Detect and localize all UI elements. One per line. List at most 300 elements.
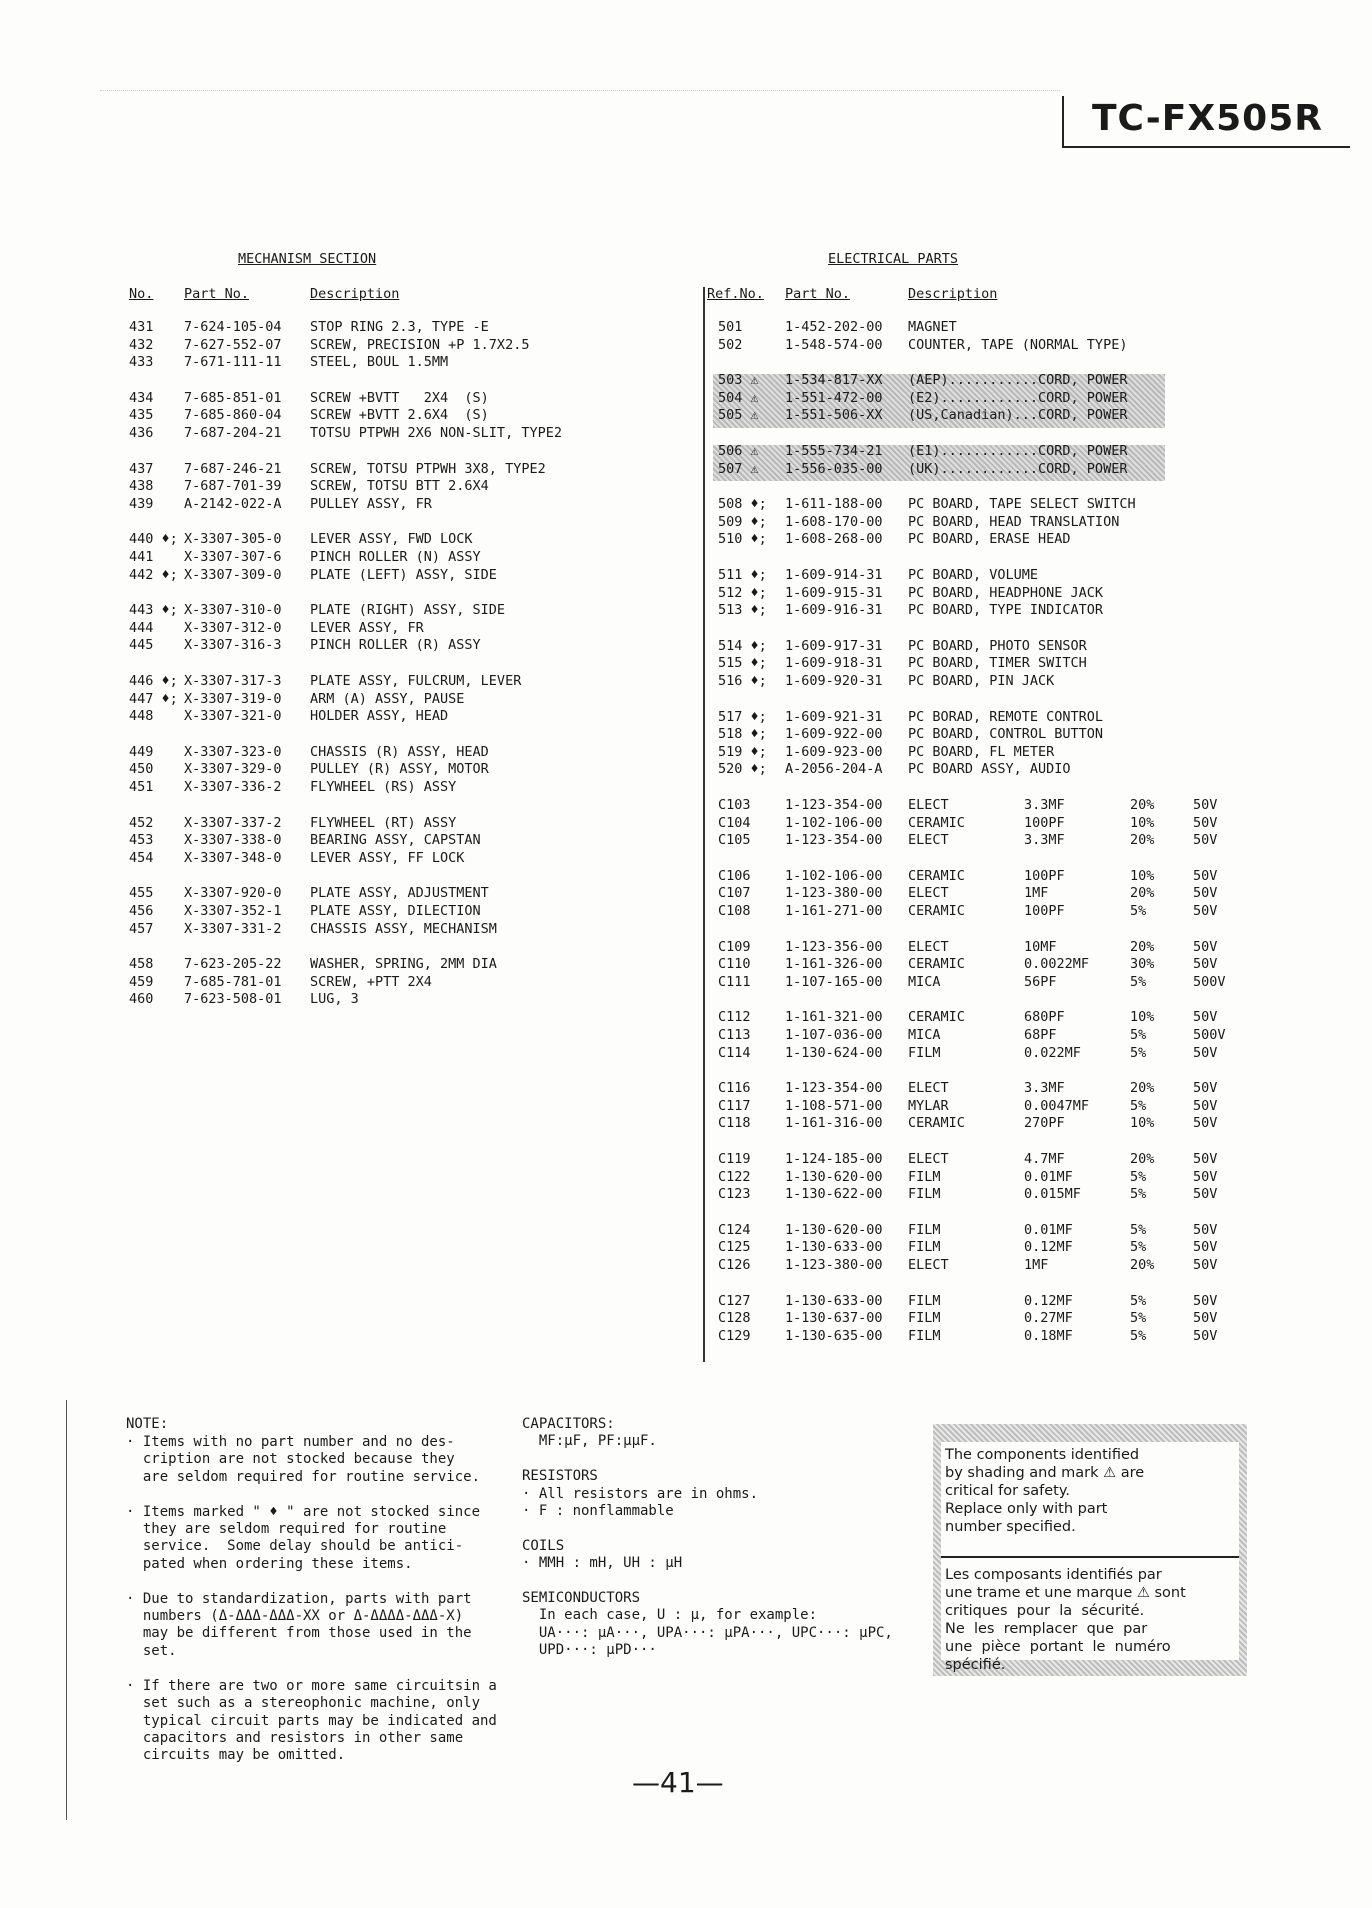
mech-row-no: 454 xyxy=(129,849,154,866)
mech-row-part: 7-685-860-04 xyxy=(184,407,282,424)
elec-row-voltage: 50V xyxy=(1193,814,1218,831)
elec-row-value: 0.01MF xyxy=(1024,1221,1073,1238)
mech-row-desc: CHASSIS ASSY, MECHANISM xyxy=(310,920,497,937)
elec-row-part: 1-534-817-XX xyxy=(785,372,883,389)
elec-row-tolerance: 10% xyxy=(1130,814,1155,831)
elec-row-part: 1-123-380-00 xyxy=(785,885,883,902)
mech-row-desc: TOTSU PTPWH 2X6 NON-SLIT, TYPE2 xyxy=(310,425,562,441)
elec-row-ref: 507 ⚠ xyxy=(718,460,759,477)
elec-row-part: 1-609-918-31 xyxy=(785,655,883,672)
elec-row-ref: C105 xyxy=(718,832,751,849)
elec-row-ref: 508 ♦; xyxy=(718,496,767,513)
units-legend: CAPACITORS: MF:μF, PF:μμF. RESISTORS · All resistors are in ohms. · F : nonflammable COILS · MMH : mH, UH : μH SEMICONDUCTORS In each case, U : μ, for example: UA···: μA···, UPA···: μPA···, UPC···: μPC, UPD···: μPD··· xyxy=(522,1416,893,1659)
elec-row-part: 1-130-633-00 xyxy=(785,1239,883,1256)
column-divider xyxy=(703,287,705,1362)
elec-row-voltage: 50V xyxy=(1193,797,1218,813)
elec-row-desc: (E1)............CORD, POWER xyxy=(908,443,1128,459)
mech-row-no: 440 ♦; xyxy=(129,531,178,548)
elec-row-value: 1MF xyxy=(1024,885,1049,902)
elec-row-desc: MICA xyxy=(908,1027,941,1043)
elec-row-ref: 509 ♦; xyxy=(718,513,767,530)
elec-row-part: 1-130-620-00 xyxy=(785,1168,883,1185)
elec-row-ref: C113 xyxy=(718,1027,751,1043)
mechanism-title: MECHANISM SECTION xyxy=(238,251,377,267)
elec-row-voltage: 50V xyxy=(1193,1186,1218,1203)
elec-row-ref: C124 xyxy=(718,1221,751,1238)
elec-row-desc: ELECT xyxy=(908,885,949,902)
mech-row-no: 437 xyxy=(129,460,154,477)
elec-row-ref: 514 ♦; xyxy=(718,637,767,654)
elec-row-value: 4.7MF xyxy=(1024,1151,1065,1167)
elec-row-part: 1-609-916-31 xyxy=(785,602,883,619)
mech-row-desc: BEARING ASSY, CAPSTAN xyxy=(310,832,481,849)
mech-row-part: X-3307-348-0 xyxy=(184,849,282,866)
mech-row-no: 442 ♦; xyxy=(129,566,178,583)
elec-row-voltage: 50V xyxy=(1193,1097,1218,1114)
elec-row-voltage: 50V xyxy=(1193,1044,1218,1061)
elec-row-desc: ELECT xyxy=(908,938,949,955)
mech-row-no: 447 ♦; xyxy=(129,690,178,707)
page-number: —41— xyxy=(632,1766,724,1799)
mech-row-no: 459 xyxy=(129,973,154,990)
elec-row-part: 1-609-923-00 xyxy=(785,743,883,760)
elec-row-desc: PC BOARD, PIN JACK xyxy=(908,673,1055,689)
mech-row-desc: PLATE ASSY, DILECTION xyxy=(310,903,481,919)
mech-row-part: X-3307-305-0 xyxy=(184,531,282,548)
elec-row-value: 270PF xyxy=(1024,1115,1065,1132)
elec-row-desc: FILM xyxy=(908,1044,941,1061)
mech-row-no: 435 xyxy=(129,407,154,424)
elec-row-desc: CERAMIC xyxy=(908,1009,965,1026)
elec-row-part: 1-611-188-00 xyxy=(785,496,883,513)
elec-row-voltage: 50V xyxy=(1193,1257,1218,1273)
elec-row-voltage: 500V xyxy=(1193,1027,1226,1043)
elec-row-part: 1-130-635-00 xyxy=(785,1327,883,1344)
elec-row-desc: PC BORAD, REMOTE CONTROL xyxy=(908,708,1104,725)
elec-row-part: 1-123-354-00 xyxy=(785,797,883,813)
elec-row-voltage: 50V xyxy=(1193,956,1218,973)
elec-row-tolerance: 5% xyxy=(1130,1168,1147,1185)
elec-row-part: 1-108-571-00 xyxy=(785,1097,883,1114)
mech-row-desc: LEVER ASSY, FWD LOCK xyxy=(310,531,473,548)
mech-row-no: 431 xyxy=(129,319,154,335)
elec-row-tolerance: 20% xyxy=(1130,1080,1155,1097)
elec-header-part: Part No. xyxy=(785,286,851,302)
elec-row-desc: COUNTER, TAPE (NORMAL TYPE) xyxy=(908,336,1128,353)
mech-row-part: 7-687-204-21 xyxy=(184,425,282,441)
elec-row-part: 1-161-316-00 xyxy=(785,1115,883,1132)
elec-row-ref: C128 xyxy=(718,1310,751,1327)
mech-row-part: X-3307-312-0 xyxy=(184,619,282,636)
elec-row-tolerance: 5% xyxy=(1130,1221,1147,1238)
elec-row-part: 1-107-036-00 xyxy=(785,1027,883,1043)
safety-french: Les composants identifiés par une trame et une marque ⚠ sont critiques pour la sécurité. Ne les remplacer que par une pièce portant le numéro spécifié. xyxy=(945,1567,1186,1673)
elec-row-tolerance: 5% xyxy=(1130,1239,1147,1256)
elec-row-tolerance: 5% xyxy=(1130,1292,1147,1309)
elec-row-ref: C117 xyxy=(718,1097,751,1114)
mech-row-desc: SCREW +BVTT 2X4 (S) xyxy=(310,389,489,406)
elec-row-value: 1MF xyxy=(1024,1257,1049,1273)
mech-row-desc: LUG, 3 xyxy=(310,991,359,1008)
mech-row-no: 452 xyxy=(129,814,154,831)
mech-row-desc: SCREW, PRECISION +P 1.7X2.5 xyxy=(310,336,530,353)
elec-row-tolerance: 5% xyxy=(1130,903,1147,919)
mech-row-desc: ARM (A) ASSY, PAUSE xyxy=(310,690,465,707)
elec-row-ref: C104 xyxy=(718,814,751,831)
elec-row-desc: PC BOARD, VOLUME xyxy=(908,567,1039,583)
mech-row-no: 458 xyxy=(129,956,154,973)
mech-row-part: X-3307-323-0 xyxy=(184,743,282,760)
note-heading: NOTE: xyxy=(126,1416,169,1432)
elec-row-ref: C114 xyxy=(718,1044,751,1061)
elec-row-tolerance: 20% xyxy=(1130,797,1155,813)
elec-row-desc: ELECT xyxy=(908,797,949,813)
mech-row-no: 446 ♦; xyxy=(129,673,178,689)
mech-row-no: 450 xyxy=(129,761,154,778)
elec-row-part: 1-548-574-00 xyxy=(785,336,883,353)
mech-row-desc: LEVER ASSY, FF LOCK xyxy=(310,849,465,866)
mech-row-no: 445 xyxy=(129,637,154,654)
elec-row-voltage: 50V xyxy=(1193,885,1218,902)
elec-row-ref: 515 ♦; xyxy=(718,655,767,672)
elec-row-ref: 501 xyxy=(718,319,743,335)
mech-row-part: X-3307-920-0 xyxy=(184,885,282,902)
elec-row-voltage: 50V xyxy=(1193,938,1218,955)
elec-row-desc: PC BOARD, HEADPHONE JACK xyxy=(908,584,1104,601)
mech-row-no: 449 xyxy=(129,743,154,760)
elec-row-voltage: 50V xyxy=(1193,1151,1218,1167)
elec-row-value: 3.3MF xyxy=(1024,832,1065,849)
elec-row-desc: (US,Canadian)...CORD, POWER xyxy=(908,407,1128,424)
mech-row-no: 448 xyxy=(129,708,154,725)
mech-row-desc: PLATE ASSY, ADJUSTMENT xyxy=(310,885,489,902)
elec-row-ref: 511 ♦; xyxy=(718,567,767,583)
elec-row-voltage: 50V xyxy=(1193,1310,1218,1327)
elec-row-ref: 520 ♦; xyxy=(718,761,767,778)
elec-row-part: 1-609-917-31 xyxy=(785,637,883,654)
scan-artifact xyxy=(100,90,1060,91)
mech-row-no: 441 xyxy=(129,549,154,565)
elec-row-part: 1-130-637-00 xyxy=(785,1310,883,1327)
mech-row-part: X-3307-309-0 xyxy=(184,566,282,583)
mech-row-no: 444 xyxy=(129,619,154,636)
elec-row-ref: 518 ♦; xyxy=(718,726,767,743)
mech-row-desc: CHASSIS (R) ASSY, HEAD xyxy=(310,743,489,760)
mech-row-no: 451 xyxy=(129,779,154,795)
elec-row-desc: FILM xyxy=(908,1221,941,1238)
mech-row-desc: SCREW, +PTT 2X4 xyxy=(310,973,432,990)
elec-row-ref: C116 xyxy=(718,1080,751,1097)
elec-row-voltage: 50V xyxy=(1193,1327,1218,1344)
elec-row-desc: FILM xyxy=(908,1239,941,1256)
mech-row-part: 7-687-246-21 xyxy=(184,460,282,477)
elec-row-value: 0.01MF xyxy=(1024,1168,1073,1185)
elec-row-value: 0.015MF xyxy=(1024,1186,1081,1203)
mech-row-no: 436 xyxy=(129,425,154,441)
elec-row-desc: FILM xyxy=(908,1310,941,1327)
elec-row-part: 1-123-380-00 xyxy=(785,1257,883,1273)
elec-row-ref: 502 xyxy=(718,336,743,353)
mech-row-part: X-3307-352-1 xyxy=(184,903,282,919)
elec-row-desc: CERAMIC xyxy=(908,903,965,919)
elec-row-tolerance: 5% xyxy=(1130,1310,1147,1327)
mech-row-no: 453 xyxy=(129,832,154,849)
mech-row-no: 457 xyxy=(129,920,154,937)
elec-row-desc: PC BOARD, TYPE INDICATOR xyxy=(908,602,1104,619)
mech-row-part: 7-685-781-01 xyxy=(184,973,282,990)
mech-row-desc: FLYWHEEL (RT) ASSY xyxy=(310,814,457,831)
mech-row-part: 7-671-111-11 xyxy=(184,354,282,371)
elec-row-part: 1-556-035-00 xyxy=(785,460,883,477)
mech-row-part: X-3307-317-3 xyxy=(184,673,282,689)
elec-row-tolerance: 10% xyxy=(1130,867,1155,884)
elec-row-desc: ELECT xyxy=(908,1151,949,1167)
mech-row-no: 455 xyxy=(129,885,154,902)
mech-row-no: 456 xyxy=(129,903,154,919)
elec-row-part: 1-161-321-00 xyxy=(785,1009,883,1026)
mech-row-part: X-3307-338-0 xyxy=(184,832,282,849)
elec-row-part: 1-608-268-00 xyxy=(785,531,883,548)
mech-row-part: X-3307-337-2 xyxy=(184,814,282,831)
elec-header-desc: Description xyxy=(908,286,998,302)
elec-row-desc: FILM xyxy=(908,1186,941,1203)
elec-row-ref: C106 xyxy=(718,867,751,884)
mech-row-part: 7-623-508-01 xyxy=(184,991,282,1008)
elec-row-tolerance: 5% xyxy=(1130,1327,1147,1344)
mech-row-part: X-3307-319-0 xyxy=(184,690,282,707)
elec-row-voltage: 50V xyxy=(1193,1115,1218,1132)
electrical-title: ELECTRICAL PARTS xyxy=(828,251,959,267)
mech-row-part: X-3307-316-3 xyxy=(184,637,282,654)
elec-row-ref: C119 xyxy=(718,1151,751,1167)
elec-row-tolerance: 20% xyxy=(1130,832,1155,849)
elec-row-part: 1-130-624-00 xyxy=(785,1044,883,1061)
safety-separator xyxy=(941,1556,1239,1558)
elec-row-ref: C111 xyxy=(718,973,751,990)
elec-row-ref: C108 xyxy=(718,903,751,919)
elec-row-ref: C103 xyxy=(718,797,751,813)
elec-row-desc: CERAMIC xyxy=(908,867,965,884)
elec-row-desc: PC BOARD ASSY, AUDIO xyxy=(908,761,1071,778)
elec-row-desc: (AEP)...........CORD, POWER xyxy=(908,372,1128,389)
mech-row-desc: STOP RING 2.3, TYPE -E xyxy=(310,319,489,335)
elec-row-ref: C129 xyxy=(718,1327,751,1344)
safety-notice xyxy=(933,1424,1247,1676)
elec-row-ref: 504 ⚠ xyxy=(718,389,759,406)
elec-row-part: 1-609-914-31 xyxy=(785,567,883,583)
elec-row-tolerance: 30% xyxy=(1130,956,1155,973)
elec-row-part: 1-123-354-00 xyxy=(785,1080,883,1097)
mech-row-no: 438 xyxy=(129,478,154,495)
elec-row-part: 1-130-622-00 xyxy=(785,1186,883,1203)
elec-row-ref: C126 xyxy=(718,1257,751,1273)
mech-row-desc: LEVER ASSY, FR xyxy=(310,619,424,636)
mech-row-desc: SCREW, TOTSU BTT 2.6X4 xyxy=(310,478,489,495)
elec-row-tolerance: 5% xyxy=(1130,973,1147,990)
mech-row-part: 7-685-851-01 xyxy=(184,389,282,406)
elec-row-part: A-2056-204-A xyxy=(785,761,883,778)
elec-row-voltage: 50V xyxy=(1193,1221,1218,1238)
elec-row-part: 1-107-165-00 xyxy=(785,973,883,990)
mech-row-part: A-2142-022-A xyxy=(184,495,282,512)
elec-row-tolerance: 5% xyxy=(1130,1186,1147,1203)
elec-row-value: 3.3MF xyxy=(1024,1080,1065,1097)
mech-row-part: X-3307-307-6 xyxy=(184,549,282,565)
elec-row-desc: ELECT xyxy=(908,832,949,849)
elec-row-desc: MAGNET xyxy=(908,319,957,335)
elec-row-ref: C125 xyxy=(718,1239,751,1256)
mech-header-desc: Description xyxy=(310,286,400,302)
elec-row-desc: PC BOARD, TIMER SWITCH xyxy=(908,655,1087,672)
elec-row-desc: (UK)............CORD, POWER xyxy=(908,460,1128,477)
elec-row-ref: 506 ⚠ xyxy=(718,443,759,459)
elec-row-voltage: 50V xyxy=(1193,1080,1218,1097)
mech-row-desc: PLATE (LEFT) ASSY, SIDE xyxy=(310,566,497,583)
mech-row-desc: SCREW, TOTSU PTPWH 3X8, TYPE2 xyxy=(310,460,546,477)
elec-row-ref: 519 ♦; xyxy=(718,743,767,760)
elec-row-desc: FILM xyxy=(908,1168,941,1185)
elec-row-part: 1-609-921-31 xyxy=(785,708,883,725)
elec-row-voltage: 50V xyxy=(1193,832,1218,849)
elec-row-desc: PC BOARD, ERASE HEAD xyxy=(908,531,1071,548)
elec-row-ref: C110 xyxy=(718,956,751,973)
mech-row-part: 7-687-701-39 xyxy=(184,478,282,495)
elec-row-value: 100PF xyxy=(1024,903,1065,919)
elec-row-desc: ELECT xyxy=(908,1080,949,1097)
mech-row-no: 439 xyxy=(129,495,154,512)
mech-row-desc: PLATE ASSY, FULCRUM, LEVER xyxy=(310,673,522,689)
elec-row-value: 100PF xyxy=(1024,814,1065,831)
elec-row-tolerance: 10% xyxy=(1130,1009,1155,1026)
elec-row-ref: 512 ♦; xyxy=(718,584,767,601)
elec-row-part: 1-102-106-00 xyxy=(785,814,883,831)
safety-notice-inner xyxy=(941,1442,1239,1673)
mech-row-desc: HOLDER ASSY, HEAD xyxy=(310,708,449,725)
mech-row-part: X-3307-310-0 xyxy=(184,602,282,619)
elec-row-part: 1-608-170-00 xyxy=(785,513,883,530)
elec-row-part: 1-609-922-00 xyxy=(785,726,883,743)
elec-row-part: 1-102-106-00 xyxy=(785,867,883,884)
elec-row-desc: PC BOARD, CONTROL BUTTON xyxy=(908,726,1104,743)
elec-row-tolerance: 5% xyxy=(1130,1027,1147,1043)
elec-row-value: 680PF xyxy=(1024,1009,1065,1026)
elec-row-part: 1-551-506-XX xyxy=(785,407,883,424)
mech-row-no: 460 xyxy=(129,991,154,1008)
elec-row-desc: CERAMIC xyxy=(908,814,965,831)
mech-row-part: 7-623-205-22 xyxy=(184,956,282,973)
elec-row-desc: (E2)............CORD, POWER xyxy=(908,389,1128,406)
elec-row-value: 68PF xyxy=(1024,1027,1057,1043)
elec-row-desc: FILM xyxy=(908,1292,941,1309)
elec-row-ref: C107 xyxy=(718,885,751,902)
elec-row-voltage: 50V xyxy=(1193,1168,1218,1185)
elec-row-value: 0.12MF xyxy=(1024,1239,1073,1256)
elec-row-part: 1-123-356-00 xyxy=(785,938,883,955)
scan-margin-line xyxy=(66,1400,67,1820)
elec-row-ref: C123 xyxy=(718,1186,751,1203)
elec-row-ref: 505 ⚠ xyxy=(718,407,759,424)
elec-row-desc: MICA xyxy=(908,973,941,990)
elec-row-voltage: 500V xyxy=(1193,973,1226,990)
mech-row-desc: PULLEY ASSY, FR xyxy=(310,495,432,512)
elec-row-part: 1-161-271-00 xyxy=(785,903,883,919)
elec-row-tolerance: 5% xyxy=(1130,1097,1147,1114)
mech-row-part: X-3307-329-0 xyxy=(184,761,282,778)
elec-row-value: 0.0022MF xyxy=(1024,956,1090,973)
elec-row-voltage: 50V xyxy=(1193,1009,1218,1026)
elec-row-tolerance: 10% xyxy=(1130,1115,1155,1132)
mech-row-part: X-3307-336-2 xyxy=(184,779,282,795)
elec-row-part: 1-123-354-00 xyxy=(785,832,883,849)
elec-row-voltage: 50V xyxy=(1193,1239,1218,1256)
elec-row-tolerance: 20% xyxy=(1130,885,1155,902)
elec-row-part: 1-609-920-31 xyxy=(785,673,883,689)
elec-row-value: 0.27MF xyxy=(1024,1310,1073,1327)
elec-row-tolerance: 5% xyxy=(1130,1044,1147,1061)
elec-row-value: 0.12MF xyxy=(1024,1292,1073,1309)
mech-row-desc: PULLEY (R) ASSY, MOTOR xyxy=(310,761,489,778)
elec-row-value: 3.3MF xyxy=(1024,797,1065,813)
mech-row-desc: WASHER, SPRING, 2MM DIA xyxy=(310,956,497,973)
elec-row-ref: C109 xyxy=(718,938,751,955)
mech-row-part: 7-624-105-04 xyxy=(184,319,282,335)
elec-row-value: 10MF xyxy=(1024,938,1057,955)
elec-row-tolerance: 20% xyxy=(1130,1151,1155,1167)
mech-row-desc: FLYWHEEL (RS) ASSY xyxy=(310,779,457,795)
elec-row-ref: 503 ⚠ xyxy=(718,372,759,389)
elec-row-voltage: 50V xyxy=(1193,903,1218,919)
mech-row-part: X-3307-321-0 xyxy=(184,708,282,725)
model-header xyxy=(1062,96,1350,148)
mech-row-part: X-3307-331-2 xyxy=(184,920,282,937)
elec-row-desc: PC BOARD, FL METER xyxy=(908,743,1055,760)
elec-row-ref: 517 ♦; xyxy=(718,708,767,725)
mech-row-no: 432 xyxy=(129,336,154,353)
elec-row-tolerance: 20% xyxy=(1130,1257,1155,1273)
elec-row-desc: CERAMIC xyxy=(908,1115,965,1132)
elec-row-ref: 516 ♦; xyxy=(718,673,767,689)
elec-row-voltage: 50V xyxy=(1193,1292,1218,1309)
mech-row-no: 434 xyxy=(129,389,154,406)
safety-english: The components identified by shading and mark ⚠ are critical for safety. Replace only with part number specified. xyxy=(945,1447,1145,1535)
mech-row-desc: PLATE (RIGHT) ASSY, SIDE xyxy=(310,602,506,619)
mech-row-no: 433 xyxy=(129,354,154,371)
elec-row-ref: C127 xyxy=(718,1292,751,1309)
elec-row-value: 0.022MF xyxy=(1024,1044,1081,1061)
elec-row-part: 1-130-633-00 xyxy=(785,1292,883,1309)
elec-row-desc: MYLAR xyxy=(908,1097,949,1114)
elec-row-ref: C122 xyxy=(718,1168,751,1185)
elec-row-tolerance: 20% xyxy=(1130,938,1155,955)
elec-row-ref: 510 ♦; xyxy=(718,531,767,548)
mech-row-desc: SCREW +BVTT 2.6X4 (S) xyxy=(310,407,489,424)
elec-row-desc: PC BOARD, HEAD TRANSLATION xyxy=(908,513,1120,530)
elec-row-value: 0.18MF xyxy=(1024,1327,1073,1344)
elec-row-desc: FILM xyxy=(908,1327,941,1344)
mech-row-desc: PINCH ROLLER (N) ASSY xyxy=(310,549,481,565)
note-body: · Items with no part number and no des- cription are not stocked because they are seldom required for routine service. · Items marked " ♦ " are not stocked since they are seldom required for routine service. Some delay should be antici- pated when ordering these items. · Due to standardization, parts with part numbers (Δ-ΔΔΔ-ΔΔΔ-XX or Δ-ΔΔΔΔ-ΔΔΔ-X) may be different from those used in the set. · If there are two or more same circuitsin a set such as a stereophonic machine, only typical circuit parts may be indicated and capacitors and resistors in other same circuits may be omitted. xyxy=(126,1434,497,1764)
elec-row-desc: ELECT xyxy=(908,1257,949,1273)
elec-row-part: 1-452-202-00 xyxy=(785,319,883,335)
mech-row-part: 7-627-552-07 xyxy=(184,336,282,353)
elec-row-desc: CERAMIC xyxy=(908,956,965,973)
elec-row-part: 1-130-620-00 xyxy=(785,1221,883,1238)
elec-row-ref: C118 xyxy=(718,1115,751,1132)
mech-row-desc: STEEL, BOUL 1.5MM xyxy=(310,354,449,371)
elec-row-ref: 513 ♦; xyxy=(718,602,767,619)
elec-row-desc: PC BOARD, PHOTO SENSOR xyxy=(908,637,1087,654)
mech-row-no: 443 ♦; xyxy=(129,602,178,619)
